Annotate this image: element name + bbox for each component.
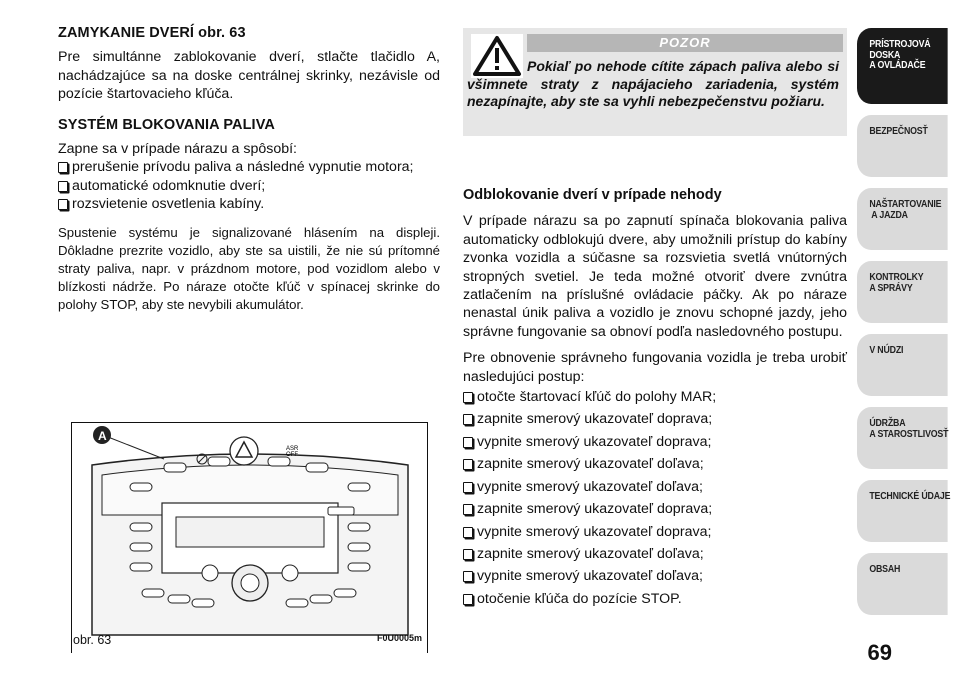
warning-text: Pokiaľ po nehode cítite zápach paliva alebo si všimnete straty z napájacieho zariadenia, systém nezapínajte, aby ste sa vyhli nebezpečenstvu požiaru. xyxy=(467,58,839,109)
console-illustration xyxy=(72,423,427,653)
tab-emergency[interactable]: V NÚDZI xyxy=(857,334,948,396)
tab-starting-driving[interactable]: NAŠTARTOVANIE A JAZDA xyxy=(857,188,948,250)
list-item: otočte štartovací kľúč do polohy MAR; xyxy=(463,388,847,406)
paragraph-fuel-signal: Spustenie systému je signalizované hlásením na displeji. Dôkladne prezrite vozidlo, aby ste sa uistili, že nie sú prítomné straty paliva, napr. v prázdnom motore, pod vozidlom alebo v blízkosti nádrže. Po náraze otočte kľúč v spínacej skrinke do polohy STOP, aby ste nevybili akumulátor. xyxy=(58,224,440,312)
heading-fuel-cutoff: SYSTÉM BLOKOVANIA PALIVA xyxy=(58,116,275,133)
figure-code: F0U0005m xyxy=(376,633,422,643)
tab-maintenance[interactable]: ÚDRŽBA A STAROSTLIVOSŤ xyxy=(857,407,948,469)
paragraph-restore-intro: Pre obnovenie správneho fungovania vozidla je treba urobiť nasledujúci postup: xyxy=(463,350,847,385)
list-item: prerušenie prívodu paliva a následné vypnutie motora; xyxy=(58,158,440,176)
paragraph-door-unlock: V prípade nárazu sa po zapnutí spínača blokovania paliva automaticky odblokujú dvere, aby umožnili prístup do kabíny zvonka vozidla a súčasne sa rozsvietia svetlá vnútorných stropných svetiel. Je teda možné otvoriť dvere zvnútra zatlačením na príslušné ovládacie páčky. Ak po náraze nenastal únik paliva a vozidlo je znovu schopné jazdy, jeho správne fungovanie sa obnoví podľa nasledovného postupu. xyxy=(463,213,847,340)
warning-title: POZOR xyxy=(527,34,843,52)
list-item: vypnite smerový ukazovateľ doľava; xyxy=(463,567,847,585)
callout-a-label: A xyxy=(98,429,107,443)
heading-door-locking: ZAMYKANIE DVERÍ obr. 63 xyxy=(58,25,246,41)
tab-warnings-messages[interactable]: KONTROLKY A SPRÁVY xyxy=(857,261,948,323)
off-label: OFF xyxy=(286,452,298,458)
tab-instruments-controls[interactable]: PRÍSTROJOVÁ DOSKA A OVLÁDAČE xyxy=(857,28,948,104)
list-item: vypnite smerový ukazovateľ doľava; xyxy=(463,478,847,496)
fuel-cutoff-effects-list xyxy=(58,158,440,213)
paragraph-fuel-intro: Zapne sa v prípade nárazu a spôsobí: xyxy=(58,141,297,158)
list-item: zapnite smerový ukazovateľ doprava; xyxy=(463,410,847,428)
tab-safety[interactable]: BEZPEČNOSŤ xyxy=(857,115,948,177)
list-item: zapnite smerový ukazovateľ doľava; xyxy=(463,545,847,563)
figure-label: obr. 63 xyxy=(73,633,112,647)
list-item: automatické odomknutie dverí; xyxy=(58,177,440,195)
warning-box xyxy=(463,28,847,136)
page-number: 69 xyxy=(867,640,892,665)
figure-central-console xyxy=(71,422,428,653)
heading-door-unlock: Odblokovanie dverí v prípade nehody xyxy=(463,187,722,203)
restore-steps-list xyxy=(463,388,847,608)
tab-contents[interactable]: OBSAH xyxy=(857,553,948,615)
asr-label: ASR xyxy=(286,446,299,452)
list-item: zapnite smerový ukazovateľ doprava; xyxy=(463,500,847,518)
list-item: zapnite smerový ukazovateľ doľava; xyxy=(463,455,847,473)
tab-technical-data[interactable]: TECHNICKÉ ÚDAJE xyxy=(857,480,948,542)
list-item: rozsvietenie osvetlenia kabíny. xyxy=(58,195,440,213)
list-item: vypnite smerový ukazovateľ doprava; xyxy=(463,523,847,541)
paragraph-door-locking: Pre simultánne zablokovanie dverí, stlačte tlačidlo A, nachádzajúce sa na doske centrálnej skrinky, nezávisle od pozície štartovacieho kľúča. xyxy=(58,49,440,103)
list-item: otočenie kľúča do pozície STOP. xyxy=(463,590,847,608)
left-column xyxy=(58,24,440,322)
list-item: vypnite smerový ukazovateľ doprava; xyxy=(463,433,847,451)
right-column xyxy=(463,28,847,618)
chapter-tabs xyxy=(857,28,960,626)
